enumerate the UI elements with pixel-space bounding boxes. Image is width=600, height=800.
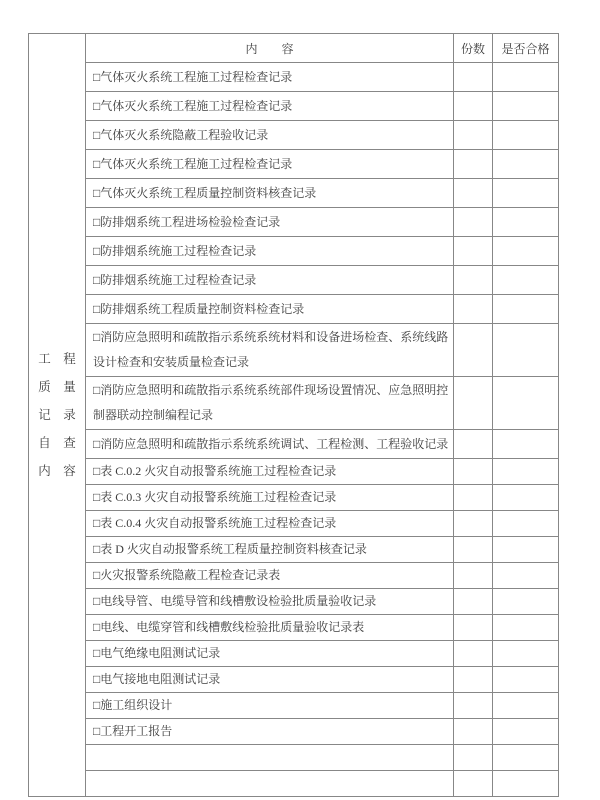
row-content-cell [86,92,454,121]
copies-cell [454,295,493,324]
qualified-cell [493,237,559,266]
checkbox-icon[interactable]: □ [93,594,101,608]
qualified-cell [493,771,559,797]
checkbox-icon[interactable]: □ [93,464,101,478]
table-row [29,324,559,377]
copies-cell [454,589,493,615]
table-row [29,121,559,150]
copies-cell [454,667,493,693]
qualified-cell [493,641,559,667]
table-row [29,459,559,485]
row-content-cell [86,641,454,667]
row-content-cell [86,430,454,459]
table-row [29,295,559,324]
table-row [29,589,559,615]
copies-cell [454,208,493,237]
copies-cell [454,719,493,745]
row-group-label-line: 工 程 [38,352,76,366]
row-content-cell [86,295,454,324]
checkbox-icon[interactable]: □ [93,646,101,660]
qualified-cell [493,377,559,430]
row-content-cell [86,745,454,771]
table-row [29,430,559,459]
row-content-cell [86,537,454,563]
row-content-cell [86,266,454,295]
row-content-cell [86,693,454,719]
row-content-cell [86,237,454,266]
qualified-cell [493,121,559,150]
table-row-empty [29,771,559,797]
table-row [29,719,559,745]
table-row [29,208,559,237]
checkbox-icon[interactable]: □ [93,243,101,258]
qualified-cell [493,324,559,377]
checkbox-icon[interactable]: □ [93,490,101,504]
copies-cell [454,377,493,430]
checkbox-icon[interactable]: □ [93,127,101,142]
checkbox-icon[interactable]: □ [93,568,101,582]
row-content-cell [86,771,454,797]
row-content-cell [86,324,454,377]
qualified-cell [493,719,559,745]
copies-cell [454,693,493,719]
copies-cell [454,324,493,377]
row-label: 气体灭火系统工程施工过程检查记录 [100,156,293,171]
row-label: 表 C.0.4 火灾自动报警系统施工过程检查记录 [100,516,337,530]
copies-cell [454,459,493,485]
row-label: 电线、电缆穿管和线槽敷线检验批质量验收记录表 [100,620,365,634]
copies-cell [454,430,493,459]
row-content-cell [86,667,454,693]
checkbox-icon[interactable]: □ [93,672,101,686]
row-content-cell [86,459,454,485]
table-row [29,615,559,641]
row-label: 防排烟系统施工过程检查记录 [100,243,257,258]
table-row [29,179,559,208]
checkbox-icon[interactable]: □ [93,436,101,451]
row-label: 施工组织设计 [100,698,173,712]
qualified-cell [493,667,559,693]
row-label: 气体灭火系统工程质量控制资料核查记录 [100,185,317,200]
header-content: 内 容 [86,34,454,63]
row-content-cell [86,485,454,511]
qualified-cell [493,150,559,179]
checklist-table [28,33,559,797]
row-label: 工程开工报告 [100,724,173,738]
checkbox-icon[interactable]: □ [93,516,101,530]
row-label: 防排烟系统工程进场检验检查记录 [100,214,281,229]
header-qualified: 是否合格 [493,34,559,63]
copies-cell [454,771,493,797]
row-group-label [29,34,86,797]
row-content-cell [86,615,454,641]
qualified-cell [493,615,559,641]
table-row [29,641,559,667]
header-copies: 份数 [454,34,493,63]
checkbox-icon[interactable]: □ [93,301,101,316]
row-label: 防排烟系统工程质量控制资料检查记录 [100,301,305,316]
row-group-label-line: 自 查 [38,436,76,450]
table-row [29,150,559,179]
row-content-cell [86,179,454,208]
copies-cell [454,511,493,537]
qualified-cell [493,693,559,719]
row-label: 电气接地电阻测试记录 [100,672,221,686]
qualified-cell [493,208,559,237]
checkbox-icon[interactable]: □ [93,330,101,344]
row-label: 电线导管、电缆导管和线槽敷设检验批质量验收记录 [100,594,377,608]
copies-cell [454,179,493,208]
row-label: 气体灭火系统隐蔽工程验收记录 [100,127,269,142]
copies-cell [454,237,493,266]
qualified-cell [493,745,559,771]
row-content-cell [86,719,454,745]
table-row [29,693,559,719]
checkbox-icon[interactable]: □ [93,214,101,229]
qualified-cell [493,563,559,589]
copies-cell [454,563,493,589]
copies-cell [454,150,493,179]
qualified-cell [493,63,559,92]
checkbox-icon[interactable]: □ [93,69,101,84]
checkbox-icon[interactable]: □ [93,98,101,113]
qualified-cell [493,459,559,485]
table-row [29,377,559,430]
checkbox-icon[interactable]: □ [93,620,101,634]
qualified-cell [493,485,559,511]
header-row [29,34,559,63]
copies-cell [454,121,493,150]
table-row [29,511,559,537]
copies-cell [454,485,493,511]
qualified-cell [493,511,559,537]
checkbox-icon[interactable]: □ [93,272,101,287]
qualified-cell [493,92,559,121]
row-content-cell [86,511,454,537]
table-row [29,537,559,563]
row-label: 气体灭火系统工程施工过程检查记录 [100,98,293,113]
checkbox-icon[interactable]: □ [93,156,101,171]
row-content-cell [86,208,454,237]
row-label: 消防应急照明和疏散指示系统系统部件现场设置情况、应急照明控制器联动控制编程记录 [93,383,449,422]
row-label: 防排烟系统施工过程检查记录 [100,272,257,287]
qualified-cell [493,589,559,615]
table-row [29,563,559,589]
copies-cell [454,92,493,121]
row-content-cell [86,63,454,92]
checkbox-icon[interactable]: □ [93,185,101,200]
row-group-label-line: 记 录 [38,408,76,422]
table-row [29,92,559,121]
copies-cell [454,641,493,667]
table-row [29,63,559,92]
row-content-cell [86,589,454,615]
qualified-cell [493,295,559,324]
table-row [29,485,559,511]
checkbox-icon[interactable]: □ [93,383,101,397]
copies-cell [454,615,493,641]
table-row [29,237,559,266]
row-label: 表 D 火灾自动报警系统工程质量控制资料核查记录 [100,542,367,556]
copies-cell [454,266,493,295]
copies-cell [454,63,493,92]
row-content-cell [86,377,454,430]
row-label: 电气绝缘电阻测试记录 [100,646,221,660]
copies-cell [454,745,493,771]
qualified-cell [493,430,559,459]
row-label: 消防应急照明和疏散指示系统系统调试、工程检测、工程验收记录 [100,436,449,451]
row-content-cell [86,563,454,589]
table-row-empty [29,745,559,771]
table-row [29,667,559,693]
row-label: 表 C.0.2 火灾自动报警系统施工过程检查记录 [100,464,337,478]
row-group-label-line: 内 容 [38,464,76,478]
qualified-cell [493,179,559,208]
qualified-cell [493,537,559,563]
table-row [29,266,559,295]
row-label: 表 C.0.3 火灾自动报警系统施工过程检查记录 [100,490,337,504]
qualified-cell [493,266,559,295]
row-label: 气体灭火系统工程施工过程检查记录 [100,69,293,84]
checkbox-icon[interactable]: □ [93,698,101,712]
copies-cell [454,537,493,563]
row-group-label-line: 质 量 [38,380,76,394]
row-content-cell [86,121,454,150]
checkbox-icon[interactable]: □ [93,724,101,738]
row-content-cell [86,150,454,179]
checkbox-icon[interactable]: □ [93,542,101,556]
row-label: 火灾报警系统隐蔽工程检查记录表 [100,568,281,582]
row-label: 消防应急照明和疏散指示系统系统材料和设备进场检查、系统线路设计检查和安装质量检查记录 [93,330,449,369]
